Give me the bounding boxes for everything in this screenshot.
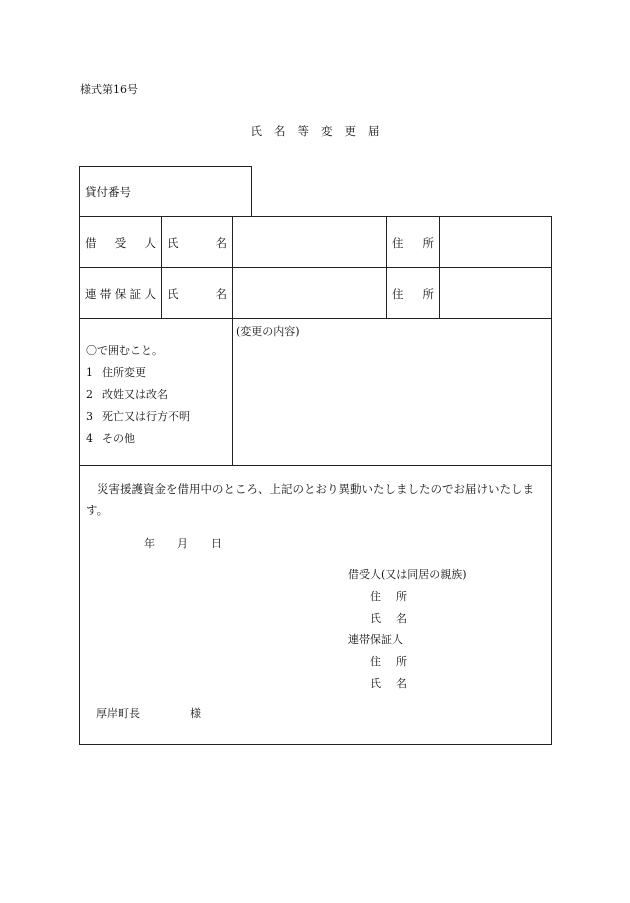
table-border bbox=[79, 318, 552, 319]
borrower-label-char-3: 人 bbox=[144, 236, 156, 250]
table-border bbox=[439, 216, 440, 318]
borrower-label-char-1: 借 bbox=[85, 236, 97, 250]
borrower-signature-name-label bbox=[370, 610, 407, 626]
option-text: 住所変更 bbox=[102, 366, 146, 379]
address-label-char-1: 住 bbox=[370, 590, 381, 603]
form-number: 様式第16号 bbox=[80, 83, 138, 96]
table-border bbox=[551, 216, 552, 745]
date-month-label: 月 bbox=[177, 537, 188, 550]
name-label-char-2: 名 bbox=[215, 236, 227, 250]
table-border bbox=[79, 267, 552, 268]
option-number: 2 bbox=[86, 388, 93, 401]
guarantor-signature-heading: 連帯保証人 bbox=[348, 633, 403, 646]
guarantor-label-char-4: 証 bbox=[129, 287, 142, 301]
table-border bbox=[79, 465, 552, 466]
option-text: 死亡又は行方不明 bbox=[102, 410, 190, 423]
guarantor-label bbox=[85, 286, 156, 302]
change-content-field[interactable] bbox=[236, 340, 547, 460]
addressee-honorific: 様 bbox=[190, 707, 201, 720]
borrower-signature-heading: 借受人(又は同居の親族) bbox=[348, 568, 467, 581]
table-border bbox=[232, 216, 233, 465]
table-border bbox=[79, 744, 552, 745]
address-label-char-1: 住 bbox=[392, 236, 404, 250]
option-number: 3 bbox=[86, 410, 93, 423]
option-number: 4 bbox=[86, 432, 93, 445]
table-border bbox=[79, 216, 552, 217]
borrower-name-label bbox=[167, 235, 227, 251]
address-label-char-2: 所 bbox=[396, 655, 407, 668]
change-option-4[interactable] bbox=[86, 430, 135, 446]
borrower-name-field[interactable] bbox=[236, 220, 382, 263]
option-number: 1 bbox=[86, 366, 93, 379]
name-label-char-1: 氏 bbox=[167, 236, 179, 250]
table-border bbox=[161, 216, 162, 318]
name-label-char-1: 氏 bbox=[167, 287, 179, 301]
guarantor-label-char-1: 連 bbox=[85, 287, 97, 301]
address-label-char-2: 所 bbox=[396, 590, 407, 603]
guarantor-name-field[interactable] bbox=[236, 271, 382, 314]
borrower-signature-address-label bbox=[370, 588, 407, 604]
statement-text: 災害援護資金を借用中のところ、上記のとおり異動いたしましたのでお届けいたします。 bbox=[86, 482, 534, 517]
date-day-label: 日 bbox=[211, 537, 222, 550]
guarantor-name-label bbox=[167, 286, 227, 302]
guarantor-signature-address-label bbox=[370, 653, 407, 669]
borrower-label bbox=[85, 235, 156, 251]
option-text: 改姓又は改名 bbox=[102, 388, 168, 401]
borrower-label-char-2: 受 bbox=[114, 236, 127, 250]
table-border bbox=[79, 166, 252, 167]
table-border bbox=[79, 166, 80, 745]
guarantor-label-char-2: 帯 bbox=[99, 287, 112, 301]
address-label-char-1: 住 bbox=[392, 287, 404, 301]
table-border bbox=[251, 166, 252, 217]
borrower-address-label bbox=[392, 235, 434, 251]
change-option-2[interactable] bbox=[86, 386, 168, 402]
change-instruction: 〇で囲むこと。 bbox=[86, 344, 163, 357]
name-label-char-2: 名 bbox=[396, 677, 407, 690]
change-option-1[interactable] bbox=[86, 364, 146, 380]
name-label-char-2: 名 bbox=[215, 287, 227, 301]
change-content-label: (変更の内容) bbox=[236, 325, 300, 338]
table-border bbox=[386, 216, 387, 318]
guarantor-label-char-5: 人 bbox=[144, 287, 156, 301]
loan-number-label: 貸付番号 bbox=[85, 185, 131, 199]
form-title: 氏名等変更届 bbox=[250, 124, 392, 138]
option-text: その他 bbox=[102, 432, 135, 445]
name-label-char-1: 氏 bbox=[370, 677, 381, 690]
guarantor-address-label bbox=[392, 286, 434, 302]
borrower-address-field[interactable] bbox=[443, 220, 547, 263]
name-label-char-1: 氏 bbox=[370, 612, 381, 625]
guarantor-label-char-3: 保 bbox=[114, 287, 127, 301]
loan-number-field[interactable] bbox=[135, 172, 247, 212]
address-label-char-1: 住 bbox=[370, 655, 381, 668]
name-label-char-2: 名 bbox=[396, 612, 407, 625]
guarantor-address-field[interactable] bbox=[443, 271, 547, 314]
guarantor-signature-name-label bbox=[370, 675, 407, 691]
address-label-char-2: 所 bbox=[422, 287, 434, 301]
date-year-label: 年 bbox=[144, 537, 155, 550]
address-label-char-2: 所 bbox=[422, 236, 434, 250]
addressee-name: 厚岸町長 bbox=[96, 707, 140, 720]
change-option-3[interactable] bbox=[86, 408, 190, 424]
